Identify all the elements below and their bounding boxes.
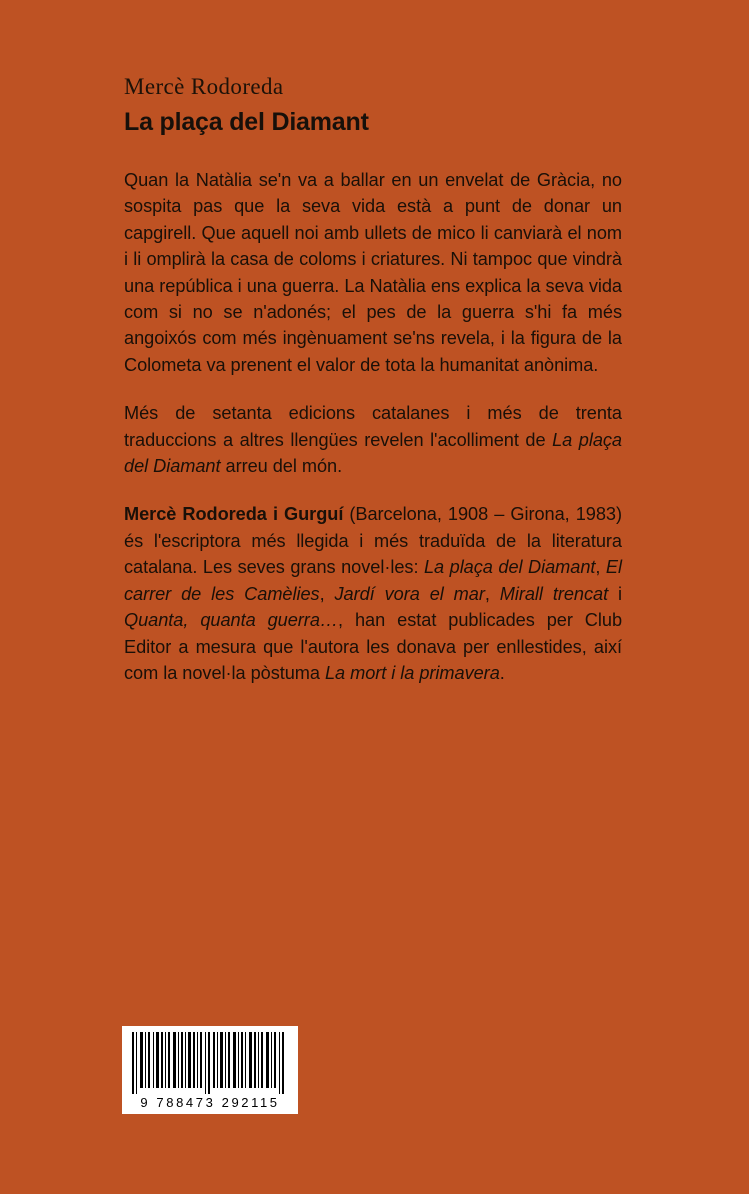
biography-title-4: Mirall trencat [499,583,609,604]
synopsis-paragraph [124,167,622,378]
biography-title-3: Jardí vora el mar [334,583,485,604]
biography-segment-3: , [319,583,335,604]
cover-text-block [124,74,622,686]
biography-segment-1: (Barcelona, 1908 – Girona, 1983) és l'escriptora més llegida i més traduïda de la literatura catalana. Les seves grans novel·les: [124,504,623,578]
editions-text-lead: Més de setanta edicions catalanes i més de trenta traduccions a altres llengües revelen l'acolliment de [124,403,622,450]
biography-title-5: Quanta, quanta guerra… [124,610,339,631]
biography-title-1: La plaça del Diamant [423,557,596,578]
biography-title-2: El carrer de les Camèlies [124,557,622,604]
biography-title-6: La mort i la primavera [324,662,500,683]
barcode-bars-icon [130,1032,290,1094]
biography-paragraph [124,501,622,686]
editions-text-tail: arreu del món. [220,456,343,477]
editions-title-italic: La plaça del Diamant [124,429,622,477]
biography-segment-5: i [608,583,622,604]
editions-paragraph [124,400,622,479]
biography-segment-6: , han estat publicades per Club Editor a mesura que l'autora les donava per enllestides, així com la novel·la pòstuma [124,610,623,683]
biography-segment-7: . [499,662,505,683]
biography-segment-4: , [484,583,500,604]
author-name-header: Mercè Rodoreda [124,74,284,99]
biography-author-name: Mercè Rodoreda i Gurguí [124,504,344,525]
biography-segment-2: , [595,557,606,578]
barcode [122,1026,298,1114]
book-title: La plaça del Diamant [124,108,369,136]
barcode-number: 9 788473 292115 [140,1095,280,1110]
synopsis-text: Quan la Natàlia se'n va a ballar en un envelat de Gràcia, no sospita pas que la seva vida està a punt de donar un capgirell. Que aquell noi amb ullets de mico li canviarà el nom i li omplirà la casa de coloms i criatures. Ni tampoc que vindrà una república i una guerra. La Natàlia ens explica la seva vida com si no se n'adonés; el pes de la guerra s'hi fa més angoixós com més ingènuament se'ns revela, i la figura de la Colometa va prenent el valor de tota la humanitat anònima. [124,170,622,375]
